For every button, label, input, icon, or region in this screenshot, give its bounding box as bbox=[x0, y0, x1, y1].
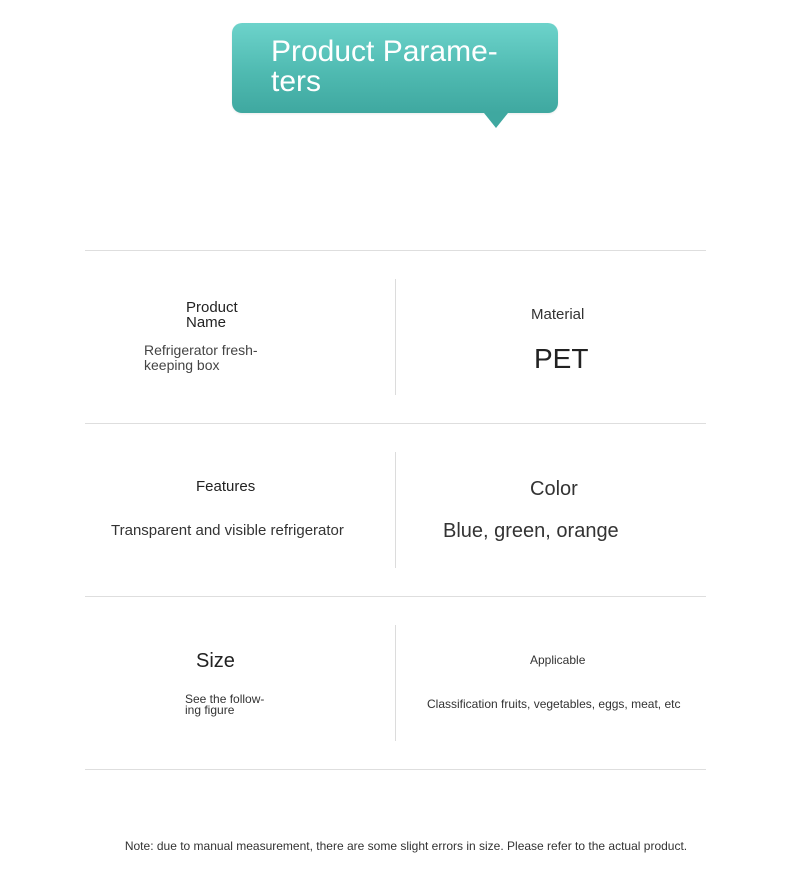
param-label-size: Size bbox=[196, 650, 235, 672]
param-value-material: PET bbox=[534, 343, 589, 374]
param-value-features: Transparent and visible refrigerator bbox=[111, 522, 344, 539]
table-divider-row-1 bbox=[85, 423, 706, 424]
param-label-features: Features bbox=[196, 478, 256, 495]
table-divider-bottom bbox=[85, 769, 706, 770]
param-value-size: See the follow- ing figure bbox=[185, 692, 265, 717]
param-label-applicable: Applicable bbox=[530, 653, 586, 667]
table-divider-row-2 bbox=[85, 596, 706, 597]
banner-pointer bbox=[484, 113, 508, 128]
page-title: Product Parame- ters bbox=[271, 35, 498, 98]
table-divider-top bbox=[85, 250, 706, 251]
column-divider-row-1 bbox=[395, 279, 396, 395]
param-label-material: Material bbox=[531, 306, 585, 323]
param-label-color: Color bbox=[530, 478, 578, 500]
param-value-applicable: Classification fruits, vegetables, eggs, meat, etc bbox=[427, 697, 681, 711]
param-label-product-name: Product Name bbox=[186, 299, 238, 331]
column-divider-row-3 bbox=[395, 625, 396, 741]
title-banner bbox=[232, 23, 558, 113]
param-value-product-name: Refrigerator fresh- keeping box bbox=[144, 342, 258, 373]
column-divider-row-2 bbox=[395, 452, 396, 568]
measurement-note: Note: due to manual measurement, there are some slight errors in size. Please refer to the actual product. bbox=[124, 839, 688, 853]
param-value-color: Blue, green, orange bbox=[443, 520, 619, 542]
